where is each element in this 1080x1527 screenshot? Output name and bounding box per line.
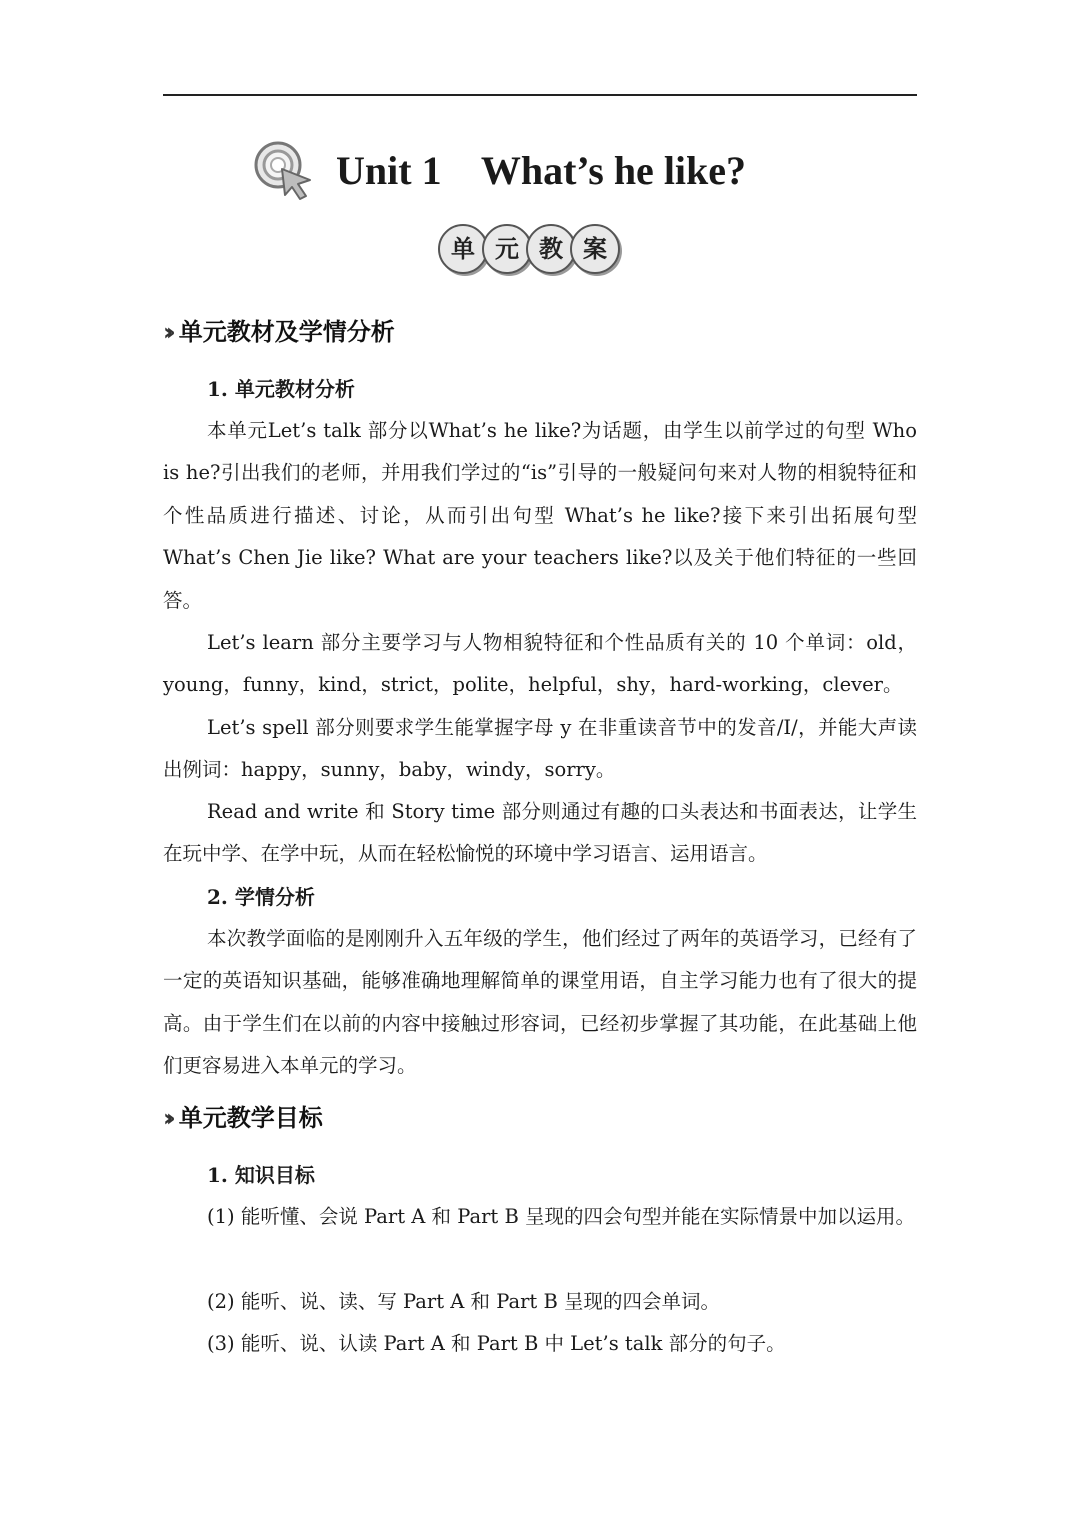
section-heading-text: 单元教材及学情分析 <box>178 318 395 346</box>
unit-title: Unit 1 What’s he like? <box>336 148 747 193</box>
double-chevron-icon: ›› <box>163 1104 169 1132</box>
section-heading-objectives <box>163 1100 323 1136</box>
badge-char: 教 <box>526 224 576 274</box>
title-row <box>0 138 1080 208</box>
subheading-knowledge-goals: 1. 知识目标 <box>207 1163 315 1187</box>
target-cursor-icon <box>252 140 316 202</box>
goal-item: (1) 能听懂、会说 Part A 和 Part B 呈现的四会句型并能在实际情景中加以运用。 <box>207 1205 915 1228</box>
subheading-learning-analysis: 2. 学情分析 <box>207 885 315 909</box>
header-rule <box>163 94 917 96</box>
paragraph-lets-spell: Let’s spell 部分则要求学生能掌握字母 y 在非重读音节中的发音/I/，并能大声读出例词：happy，sunny，baby，windy，sorry。 <box>163 716 917 782</box>
badge-char: 单 <box>438 224 488 274</box>
section-heading-text: 单元教学目标 <box>178 1104 323 1132</box>
paragraph-read-write: Read and write 和 Story time 部分则通过有趣的口头表达和书面表达，让学生在玩中学、在学中玩，从而在轻松愉悦的环境中学习语言、运用语言。 <box>163 800 917 866</box>
section-heading-analysis <box>163 314 395 350</box>
paragraph-lets-learn: Let’s learn 部分主要学习与人物相貌特征和个性品质有关的 10 个单词：old，young，funny，kind，strict，polite，helpful，shy，hard-working，clever。 <box>163 631 917 697</box>
goal-item: (2) 能听、说、读、写 Part A 和 Part B 呈现的四会单词。 <box>207 1290 720 1313</box>
subheading-textbook-analysis: 1. 单元教材分析 <box>207 377 355 401</box>
paragraph-lets-talk: 本单元Let’s talk 部分以What’s he like?为话题，由学生以前学过的句型 Who is he?引出我们的老师，并用我们学过的“is”引导的一般疑问句来对人物的相貌特征和个性品质进行描述、讨论，从而引出句型 What’s he like?接下来引出拓展句型 What’s Chen Jie like? What are your teachers like?以及关于他们特征的一些回答。 <box>163 419 917 612</box>
badge-char: 元 <box>482 224 532 274</box>
badge-char: 案 <box>570 224 620 274</box>
paragraph-learning-analysis: 本次教学面临的是刚刚升入五年级的学生，他们经过了两年的英语学习，已经有了一定的英语知识基础，能够准确地理解简单的课堂用语，自主学习能力也有了很大的提高。由于学生们在以前的内容中接触过形容词，已经初步掌握了其功能，在此基础上他们更容易进入本单元的学习。 <box>163 927 917 1078</box>
badge-group <box>438 224 618 274</box>
goal-item: (3) 能听、说、认读 Part A 和 Part B 中 Let’s talk 部分的句子。 <box>207 1332 786 1355</box>
double-chevron-icon: ›› <box>163 318 169 346</box>
